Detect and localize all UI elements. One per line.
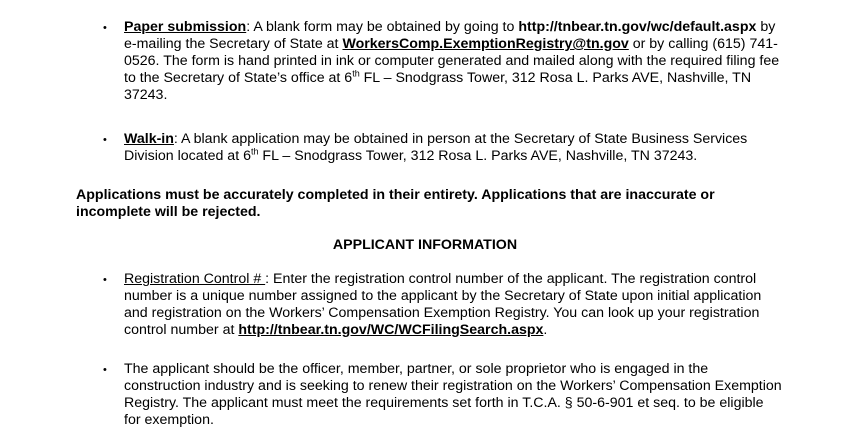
bullet-applicant: • [103, 364, 107, 376]
accuracy-warning [76, 187, 715, 221]
applicant-line-4: for exemption. [124, 412, 214, 428]
paper-line-2: e-mailing the Secretary of State at WorkersComp.ExemptionRegistry@tn.gov or by calling (615) 741- [124, 36, 778, 52]
paper-line-3: 0526. The form is hand printed in ink or computer generated and mailed along with the required filing fee [124, 53, 780, 69]
paper-form-link[interactable]: http://tnbear.tn.gov/wc/default.aspx [518, 19, 757, 35]
paper-line-1: Paper submission: A blank form may be obtained by going to http://tnbear.tn.gov/wc/default.aspx by [124, 19, 776, 35]
paper-line-4: to the Secretary of State’s office at 6th FL – Snodgrass Tower, 312 Rosa L. Parks AVE, Nashville, TN [124, 68, 752, 86]
walkin-label: Walk-in [124, 131, 174, 147]
filing-search-link[interactable]: http://tnbear.tn.gov/WC/WCFilingSearch.aspx [238, 322, 544, 338]
section-title: APPLICANT INFORMATION [332, 237, 518, 253]
walkin-line-2: Division located at 6th FL – Snodgrass Tower, 312 Rosa L. Parks AVE, Nashville, TN 37243. [124, 146, 698, 164]
walkin-paragraph [124, 131, 747, 165]
registry-email-link[interactable]: WorkersComp.ExemptionRegistry@tn.gov [342, 36, 629, 52]
registration-line-3: and registration on the Workers’ Compensation Exemption Registry. You can look up your registration [124, 305, 760, 321]
bullet-registration: • [103, 274, 107, 286]
registration-line-4: control number at http://tnbear.tn.gov/WC/WCFilingSearch.aspx. [124, 322, 548, 338]
applicant-line-2: construction industry and is seeking to renew their registration on the Workers’ Compensation Exemption [124, 378, 782, 394]
bullet-paper: • [103, 22, 107, 34]
applicant-line-1: The applicant should be the officer, member, partner, or sole proprietor who is engaged in the [124, 361, 709, 377]
walkin-line-1: Walk-in: A blank application may be obtained in person at the Secretary of State Business Services [124, 131, 748, 147]
registration-paragraph [124, 271, 761, 339]
registration-line-2: number is a unique number assigned to the applicant by the Secretary of State upon initial application [124, 288, 762, 304]
applicant-paragraph [124, 361, 782, 429]
registration-line-1: Registration Control # : Enter the registration control number of the applicant. The registration control [124, 271, 757, 287]
warning-line-2: incomplete will be rejected. [76, 204, 261, 220]
paper-submission-label: Paper submission [124, 19, 247, 35]
warning-line-1: Applications must be accurately completed in their entirety. Applications that are inaccurate or [76, 187, 715, 203]
applicant-line-3: Registry. The applicant must meet the requirements set forth in T.C.A. § 50-6-901 et seq. to be eligible [124, 395, 764, 411]
paper-submission-paragraph [124, 19, 779, 104]
bullet-walkin: • [103, 134, 107, 146]
registration-control-label: Registration Control # [124, 271, 266, 287]
paper-line-5: 37243. [124, 87, 168, 103]
